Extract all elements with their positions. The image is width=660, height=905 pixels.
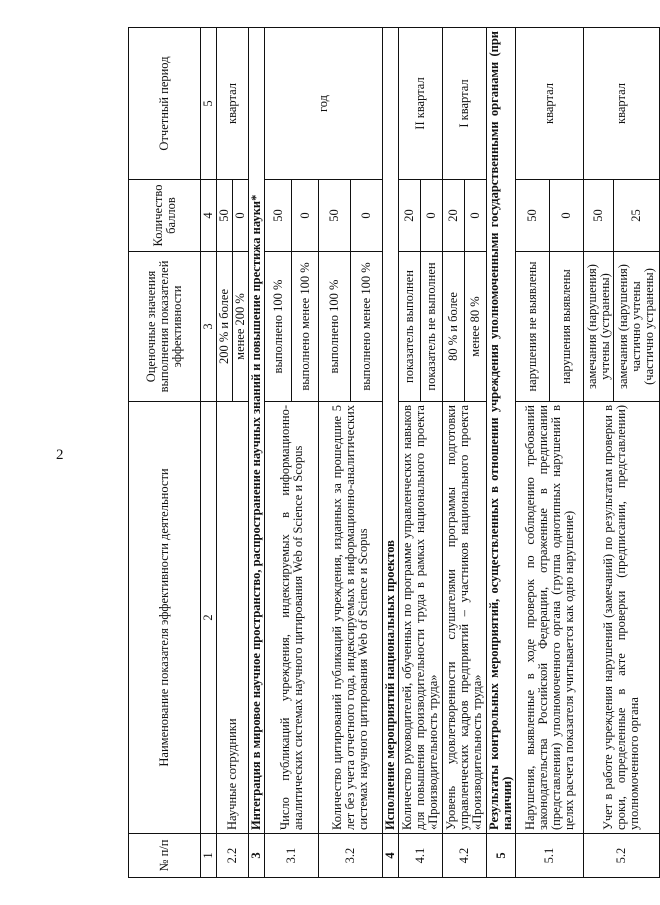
table-row	[399, 28, 421, 878]
table-row	[584, 28, 614, 878]
row-value: показатель выполнен	[399, 252, 421, 402]
row-num: 3.2	[319, 834, 383, 878]
row-value: менее 200 %	[233, 252, 249, 402]
column-number-row	[201, 28, 217, 878]
table-row	[443, 28, 465, 878]
row-points: 20	[399, 180, 421, 252]
row-value: замечания (нарушения) учтены (устранены)	[584, 252, 614, 402]
row-name: Учет в работе учреждения нарушений (замечаний) по результатам проверки в сроки, определенные в акте проверки (предписании, представлении) уполномоченного органа	[584, 402, 660, 834]
row-num: 5.2	[584, 834, 660, 878]
row-value: 80 % и более	[443, 252, 465, 402]
col-number: 5	[201, 28, 217, 180]
section-row	[487, 28, 516, 878]
row-points: 0	[351, 180, 383, 252]
row-value: нарушения не выявлены	[516, 252, 550, 402]
row-num: 2.2	[217, 834, 249, 878]
header-values: Оценочные значения выполнения показателей эффективности	[129, 252, 201, 402]
row-points: 25	[614, 180, 660, 252]
row-value: выполнено менее 100 %	[351, 252, 383, 402]
row-period: I квартал	[443, 28, 487, 180]
row-name: Нарушения, выявленные в ходе проверок по соблюдению требований законодательства Российской Федерации, отраженные в предписании (представлении) уполномоченного органа (группа однотипных нарушений в целях расчета показателя учитывается как одно нарушение)	[516, 402, 584, 834]
row-points: 0	[550, 180, 584, 252]
row-num: 4.2	[443, 834, 487, 878]
row-points: 0	[292, 180, 319, 252]
section-num: 4	[383, 834, 399, 878]
row-points: 50	[217, 180, 233, 252]
table-row	[516, 28, 550, 878]
row-num: 4.1	[399, 834, 443, 878]
table-row	[217, 28, 233, 878]
row-points: 50	[319, 180, 351, 252]
row-points: 50	[516, 180, 550, 252]
col-number: 1	[201, 834, 217, 878]
col-number: 3	[201, 252, 217, 402]
row-name: Число публикаций учреждения, индексируемых в информационно-аналитических системах научного цитирования Web of Science и Scopus	[265, 402, 319, 834]
row-num: 5.1	[516, 834, 584, 878]
row-name: Количество руководителей, обученных по программе управленческих навыков для повышения производительности труда в рамках национального проекта «Производительность труда»	[399, 402, 443, 834]
efficiency-table	[128, 27, 660, 878]
row-value: показатель не выполнен	[421, 252, 443, 402]
section-num: 5	[487, 834, 516, 878]
row-period: квартал	[217, 28, 249, 180]
row-value: замечания (нарушения) частично учтены (частично устранены)	[614, 252, 660, 402]
col-number: 2	[201, 402, 217, 834]
row-name: Уровень удовлетворенности слушателями программы подготовки управленческих кадров предприятий – участников национального проекта «Производительность труда»	[443, 402, 487, 834]
section-row	[249, 28, 265, 878]
row-name: Количество цитирований публикаций учреждения, изданных за прошедшие 5 лет без учета отчетного года, индексируемых в информационно-аналитических системах научного цитирования Web of Science и Scopus	[319, 402, 383, 834]
row-num: 3.1	[265, 834, 319, 878]
section-title: Интеграция в мировое научное пространство, распространение научных знаний и повышение престижа науки*	[249, 28, 265, 834]
page-number: 2	[56, 447, 64, 463]
row-value: нарушения выявлены	[550, 252, 584, 402]
header-row	[129, 28, 201, 878]
row-period: квартал	[516, 28, 584, 180]
row-points: 20	[443, 180, 465, 252]
row-value: менее 80 %	[465, 252, 487, 402]
row-period: год	[265, 28, 383, 180]
row-points: 50	[584, 180, 614, 252]
section-title: Исполнение мероприятий национальных проектов	[383, 28, 399, 834]
row-period: квартал	[584, 28, 660, 180]
section-title: Результаты контрольных мероприятий, осуществленных в отношении учреждения уполномоченными государственными органами (при наличии)	[487, 28, 516, 834]
row-points: 50	[265, 180, 292, 252]
row-period: II квартал	[399, 28, 443, 180]
row-value: 200 % и более	[217, 252, 233, 402]
header-points: Количество баллов	[129, 180, 201, 252]
row-value: выполнено 100 %	[265, 252, 292, 402]
row-value: выполнено менее 100 %	[292, 252, 319, 402]
header-num: № п/п	[129, 834, 201, 878]
row-name: Научные сотрудники	[217, 402, 249, 834]
header-period: Отчетный период	[129, 28, 201, 180]
table-row	[265, 28, 292, 878]
row-points: 0	[421, 180, 443, 252]
row-points: 0	[465, 180, 487, 252]
row-value: выполнено 100 %	[319, 252, 351, 402]
section-num: 3	[249, 834, 265, 878]
col-number: 4	[201, 180, 217, 252]
header-name: Наименование показателя эффективности деятельности	[129, 402, 201, 834]
rotated-table-container	[128, 28, 656, 878]
row-points: 0	[233, 180, 249, 252]
section-row	[383, 28, 399, 878]
